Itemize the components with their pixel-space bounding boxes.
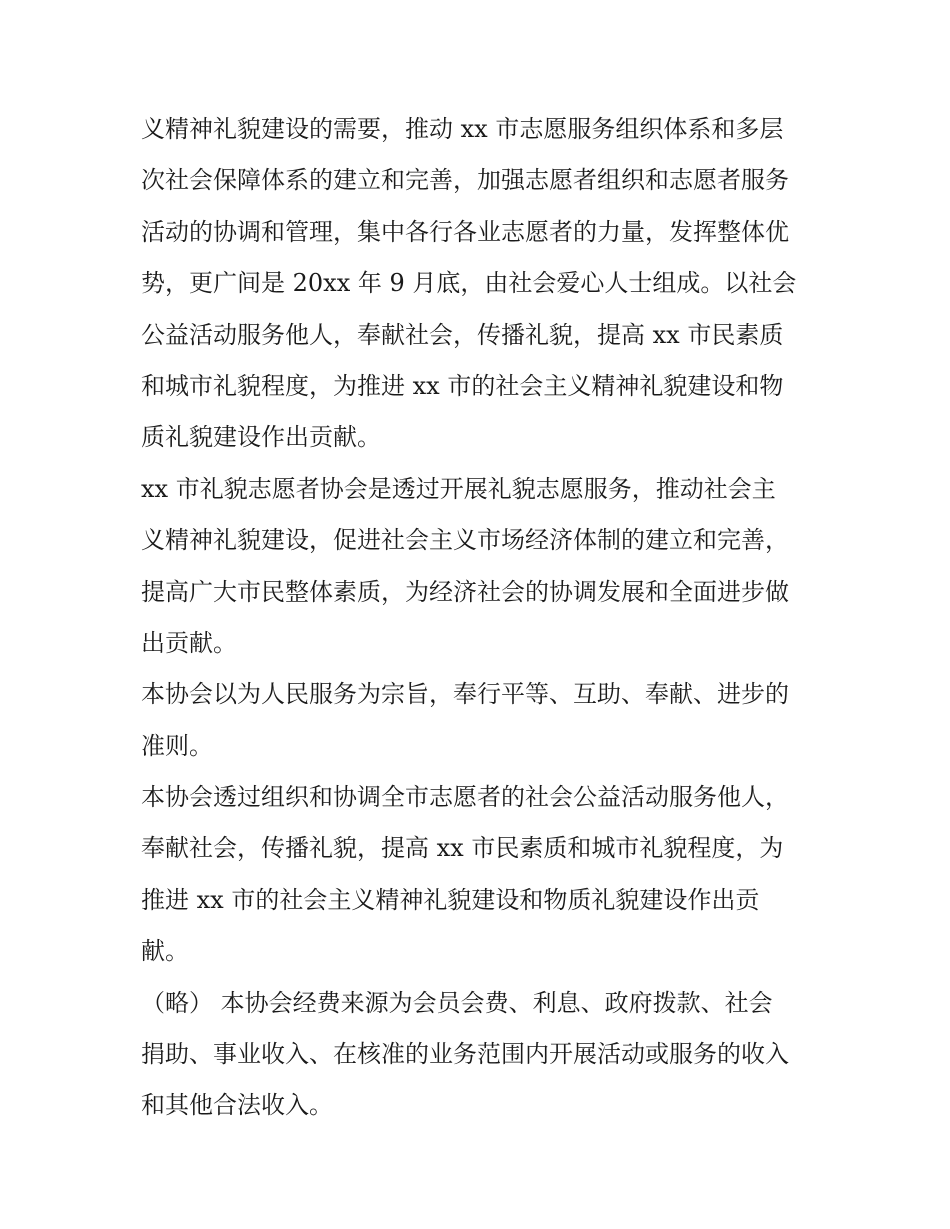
text-line: 势，更广间是 20xx 年 9 月底，由社会爱心人士组成。以社会 xyxy=(141,269,797,298)
text-line: 质礼貌建设作出贡献。 xyxy=(141,423,381,452)
text-line: （略） 本协会经费来源为会员会费、利息、政府拨款、社会 xyxy=(141,988,773,1017)
text-line: 本协会透过组织和协调全市志愿者的社会公益活动服务他人， xyxy=(141,783,789,812)
text-line: 捐助、事业收入、在核准的业务范围内开展活动或服务的收入 xyxy=(141,1040,789,1069)
document-body xyxy=(141,104,813,1132)
text-line: 出贡献。 xyxy=(141,628,237,657)
text-line: 和城市礼貌程度，为推进 xx 市的社会主义精神礼貌建设和物 xyxy=(141,371,784,400)
text-line: 义精神礼貌建设，促进社会主义市场经济体制的建立和完善， xyxy=(141,526,789,555)
text-line: 次社会保障体系的建立和完善，加强志愿者组织和志愿者服务 xyxy=(141,166,789,195)
text-line: 提高广大市民整体素质，为经济社会的协调发展和全面进步做 xyxy=(141,577,789,606)
text-line: 公益活动服务他人，奉献社会，传播礼貌，提高 xx 市民素质 xyxy=(141,320,784,349)
text-line: 活动的协调和管理，集中各行各业志愿者的力量，发挥整体优 xyxy=(141,217,789,246)
text-line: 准则。 xyxy=(141,731,213,760)
text-line: xx 市礼貌志愿者协会是透过开展礼貌志愿服务，推动社会主 xyxy=(141,474,776,503)
text-line: 献。 xyxy=(141,937,189,966)
text-line: 和其他合法收入。 xyxy=(141,1091,333,1120)
text-line: 奉献社会，传播礼貌，提高 xx 市民素质和城市礼貌程度，为 xyxy=(141,834,784,863)
text-line: 推进 xx 市的社会主义精神礼貌建设和物质礼貌建设作出贡 xyxy=(141,885,760,914)
text-line: 义精神礼貌建设的需要，推动 xx 市志愿服务组织体系和多层 xyxy=(141,115,784,143)
text-line: 本协会以为人民服务为宗旨，奉行平等、互助、奉献、进步的 xyxy=(141,680,789,709)
